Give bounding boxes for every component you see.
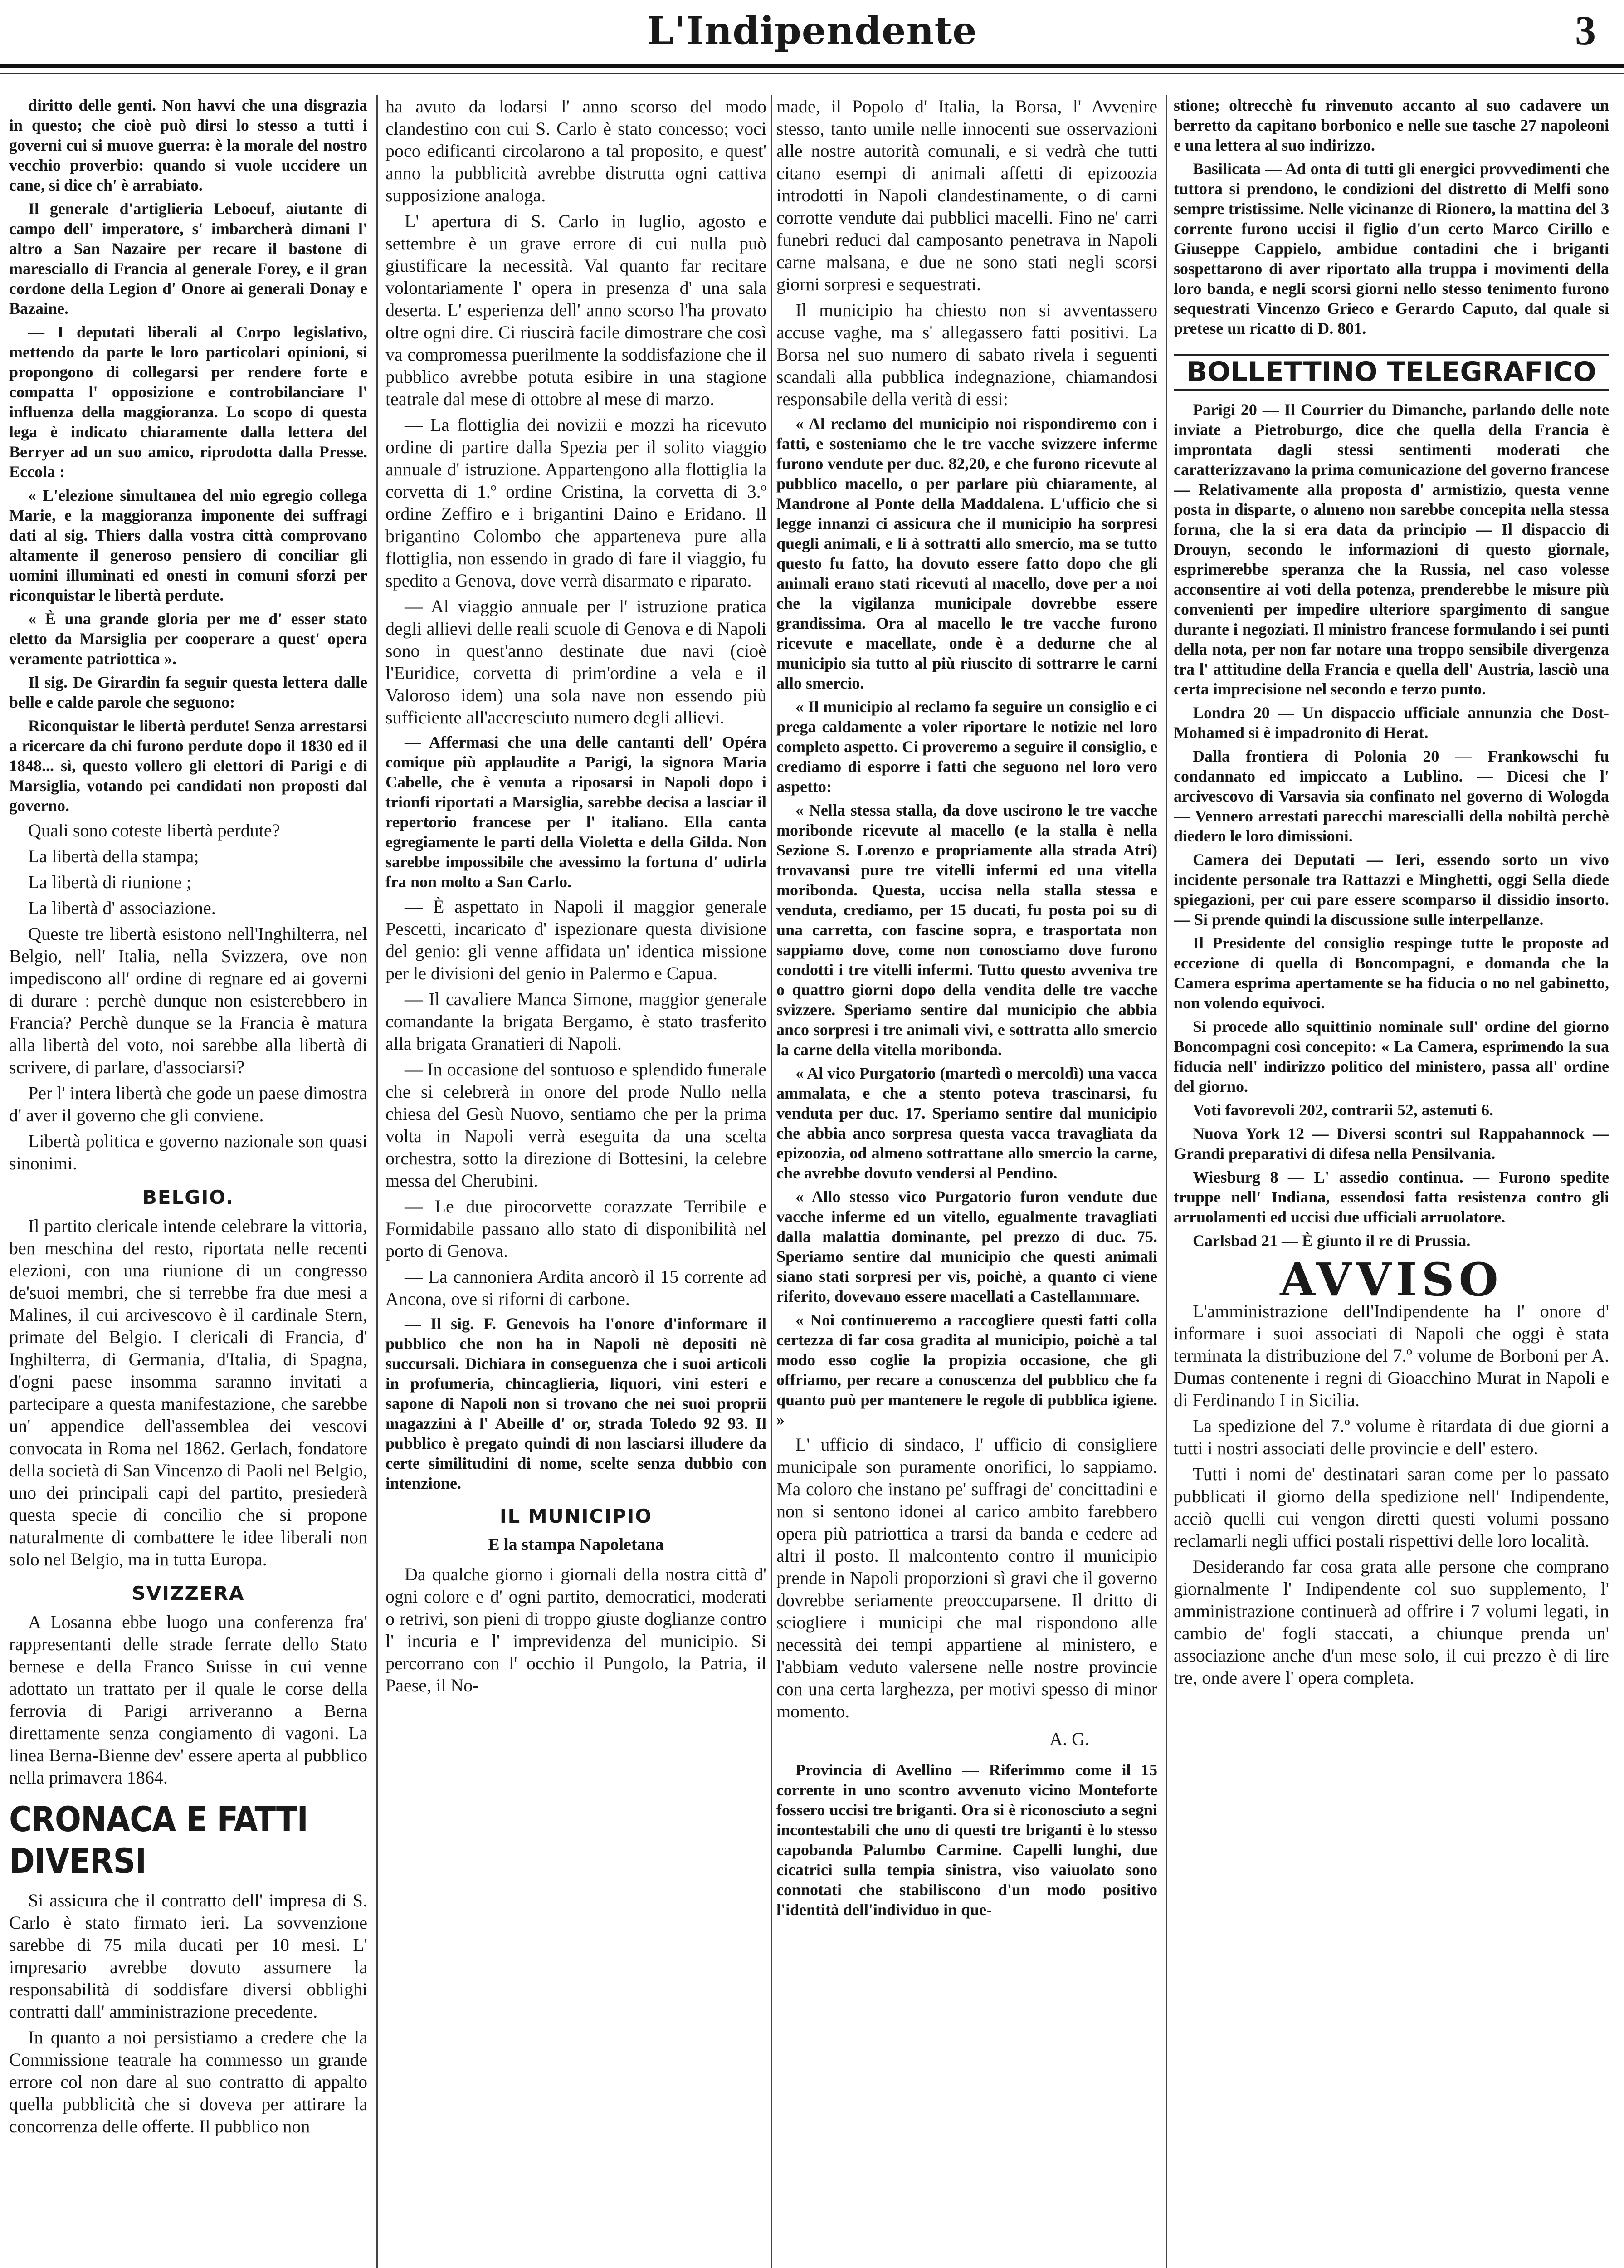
news-paragraph: « Al vico Purgatorio (martedì o mercoldì) una vacca ammalata, e che a stento poteva trascinarsi, fu venduta per duc. 17. Speriamo sentire dal municipio che abbia anco sorpresa questa vacca travagliata da epizoozia, od almeno sottrattane allo smercio la carne, che avrebbe dovuto vendersi al Pendino. [776, 1064, 1157, 1182]
newspaper-header [0, 0, 1624, 79]
section-heading: IL MUNICIPIO [499, 1505, 653, 1527]
article-paragraph: Il partito clericale intende celebrare la vittoria, ben meschina del resto, riportata nelle recenti elezioni, con una riunione di un congresso de'suoi membri, che si terrebbe fra due mesi a Malines, il cui arcivescovo è il cardinale Stern, primate del Belgio. I clericali di Francia, d' Inghilterra, di Germania, d'Italia, di Spagna, d'ogni paese insomma saranno invitati a partecipare a questa manifestazione, che sarebbe un' appendice dell'assemblea dei vescovi convocata in Roma nel 1862. Gerlach, fondatore della società di San Vincenzo di Paoli nel Belgio, uno dei principali capi del partito, presiederà questa specie di concilio che si propone naturalmente di combattere le idee liberali non solo nel Belgio, ma in tutta Europa. [9, 1216, 367, 1569]
page-number: 3 [1575, 7, 1596, 54]
chronicle-title: CRONACA E FATTI DIVERSI [9, 1799, 308, 1881]
news-paragraph: Il Presidente del consiglio respinge tutte le proposte ad eccezione di quella di Boncompagni, e domanda che la Camera esprima apertamente se ha fiducia o no nel gabinetto, non volendo equivoci. [1174, 934, 1609, 1012]
article-paragraph: A Losanna ebbe luogo una conferenza fra' rappresentanti delle strade ferrate dello Stato bernese e della Franco Suisse in cui venne adottato un trattato per il quale le corse della ferrovia di Parigi arriveranno a Berna direttamente senza congiamento di vagoni. La linea Berna-Bienne dev' essere aperta al pubblico nella primavera 1864. [9, 1612, 367, 1788]
column-divider [1166, 95, 1167, 2268]
article-paragraph: La libertà della stampa; [28, 846, 199, 866]
article-column-1 [9, 95, 367, 2268]
section-heading: BELGIO. [142, 1186, 234, 1208]
news-paragraph: diritto delle genti. Non havvi che una disgrazia in questo; che cioè può dirsi lo stesso a tutti i governi cui si muove guerra: è la morale del nostro vecchio proverbio: quando si vuole uccidere un cane, si dice ch' è arrabiato. [9, 96, 367, 194]
section-subheading: E la stampa Napoletana [488, 1535, 664, 1554]
news-paragraph: « È una grande gloria per me d' esser stato eletto da Marsiglia per cooperare a quest' opera veramente patriottica ». [9, 610, 367, 668]
news-paragraph: — Affermasi che una delle cantanti dell' Opéra comique più applaudite a Parigi, la signora Maria Cabelle, che è venuta a riposarsi in Napoli dopo i trionfi riportati a Marsiglia, sarebbe decisa a lasciar il repertorio francese per l' italiano. Ella canta egregiamente le parti della Violetta e della Gilda. Non sarebbe impossibile che avessimo la fortuna d' udirla fra non molto a San Carlo. [385, 733, 766, 891]
article-paragraph: — È aspettato in Napoli il maggior generale Pescetti, incaricato d' ispezionare questa divisione del genio: gli venne affidata un' identica missione per le divisioni del genio in Palermo e Capua. [385, 896, 766, 983]
news-paragraph: Dalla frontiera di Polonia 20 — Frankowschi fu condannato ed impiccato a Lublino. — Dicesi che l' arcivescovo di Varsavia sia confinato nel governo di Wologda — Vennero arrestati parecchi marescialli della nobiltà perchè diedero le loro dimissioni. [1174, 747, 1609, 845]
news-paragraph: Provincia di Avellino — Riferimmo come il 15 corrente in uno scontro avvenuto vicino Monteforte fossero uccisi tre briganti. Ora si è riconosciuto a segni incontestabili che uno di questi tre briganti è lo stesso capobanda Palumbo Carmine. Capelli lunghi, due cicatrici sulla tempia sinistra, viso vaiuolato sono connotati che stabiliscono d'un modo positivo l'identità dell'individuo in que- [776, 1761, 1157, 1919]
article-column-2 [385, 95, 766, 2268]
article-paragraph: La libertà d' associazione. [28, 898, 216, 918]
article-paragraph: — Al viaggio annuale per l' istruzione pratica degli allievi delle reali scuole di Genova e di Napoli sono in quest'anno destinate due navi (cioè l'Euridice, corvetta di prim'ordine a vela e il Valoroso idem) una sola nave non essendo più sufficiente all'accresciuto numero degli allievi. [385, 596, 766, 728]
masthead-title: L'Indipendente [647, 8, 977, 53]
article-paragraph: L' ufficio di sindaco, l' ufficio di consigliere municipale son puramente onorifici, lo sappiamo. Ma coloro che instano pe' suffragi de' concittadini e non si sentono idonei al carico ambito farebbero opera più patriottica a trarsi da banda e cedere ad altri il posto. Il malcontento contro il municipio prende in Napoli proporzioni sì gravi che il governo dovrebbe seriamente preoccuparsene. Il dritto di sciogliere i municipi che mal rispondono alle necessità dei tempi appartiene al ministero, e l'abbiam veduto valersene nelle nostre provincie con una certa larghezza, per motivi spesso di minor momento. [776, 1434, 1157, 1721]
article-paragraph: Quali sono coteste libertà perdute? [28, 820, 280, 841]
author-signature: A. G. [1049, 1729, 1089, 1749]
news-paragraph: Il generale d'artiglieria Leboeuf, aiutante di campo dell' imperatore, s' imbarcherà dimani l' altro a San Nazaire per recare il bastone di maresciallo di Francia al generale Forey, e il gran cordone della Legion d' Onore ai generali Donay e Bazaine. [9, 200, 367, 318]
news-paragraph: — I deputati liberali al Corpo legislativo, mettendo da parte le loro particolari opinioni, si propongono di collegarsi per rendere forte e compatta l' opposizione e controbilanciare l' influenza della maggioranza. Lo scopo di questa lega è indicato chiaramente dalla lettera del Berryer ad un suo amico, riprodotta dalla Presse. Eccola : [9, 323, 367, 481]
article-paragraph: L'amministrazione dell'Indipendente ha l' onore d' informare i suoi associati di Napoli che oggi è stata terminata la distribuzione del 7.º volume de Borboni per A. Dumas contenente i regni di Gioacchino Murat in Napoli e di Ferdinando I in Sicilia. [1174, 1301, 1609, 1410]
news-paragraph: « Noi continueremo a raccogliere questi fatti colla certezza di far cosa gradita al municipio, poichè a tal modo esso coglie la propizia occasione, che gli offriamo, per recare a conoscenza del pubblico che fa quanto può per mantenere le regole di pubblica igiene. » [776, 1311, 1157, 1429]
article-paragraph: L' apertura di S. Carlo in luglio, agosto e settembre è un grave errore di cui nulla può giustificare la necessità. Val quanto far recitare volontariamente l' opera in presenza d' una sala deserta. L' esperienza dell' anno scorso l'ha provato oltre ogni dire. Ci riuscirà facile dimostrare che così va compromessa puerilmente la soddisfazione che il pubblico avrebbe potuta esibire in una stagione teatrale dal mese di ottobre al mese di marzo. [385, 211, 766, 409]
news-paragraph: Londra 20 — Un dispaccio ufficiale annunzia che Dost-Mohamed si è impadronito di Herat. [1174, 704, 1609, 742]
news-paragraph: Si procede allo squittinio nominale sull' ordine del giorno Boncompagni così concepito: « La Camera, esprimendo la sua fiducia nell' indirizzo politico del ministero, passa all' ordine del giorno. [1174, 1017, 1609, 1095]
news-paragraph: — Il sig. F. Genevois ha l'onore d'informare il pubblico che non ha in Napoli nè depositi nè succursali. Dichiara in conseguenza che i suoi articoli in profumeria, chincaglieria, liquori, vini esteri e sapone di Napoli non si trovano che nei suoi proprii magazzini à l' Abeille d' or, strada Toledo 92 93. Il pubblico è pregato quindi di non lasciarsi illudere da certe similitudini di nome, scelte senza dubbio con intenzione. [385, 1315, 766, 1492]
news-paragraph: « Allo stesso vico Purgatorio furon vendute due vacche inferme ed un vitello, egualmente travagliati dalla malattia dominante, pel prezzo di duc. 75. Speriamo sentire dal municipio che questi animali siano stati sorpresi per vis, poichè, a quanto ci viene riferito, dovevano essere macellati a Castellammare. [776, 1188, 1157, 1305]
news-paragraph: « Nella stessa stalla, da dove uscirono le tre vacche moribonde ricevute al macello (e la stalla è nella Sezione S. Lorenzo e propriamente alla strada Atri) trovavansi pure tre vitelli infermi ed una vitella moribonda. Questa, uccisa nella stalla stessa e venduta, crediamo, per 15 ducati, fu posta poi su di una carretta, con fascine sopra, e trasportata non sappiamo dove, come non conosciamo dove furono condotti i tre vitelli infermi. Tutto questo avveniva tre o quattro giorni dopo della vendita delle tre vacche svizzere. Speriamo sentire dal municipio che abbia anco sorpresi i tre animali vivi, e sottratta allo smercio la carne della vitella moribonda. [776, 801, 1157, 1059]
article-paragraph: Queste tre libertà esistono nell'Inghilterra, nel Belgio, nell' Italia, nella Svizzera, ove non impediscono all' ordine di regnare ed ai governi di durare : perchè dunque non esisterebbero in Francia? Perchè dunque se la Francia è matura alla libertà del voto, noi sarebbe alla libertà di scrivere, di parlare, d'associarsi? [9, 924, 367, 1077]
article-paragraph: Tutti i nomi de' destinatari saran come per lo passato pubblicati il giorno della spedizione nell' Indipendente, acciò quelli cui vengon diretti questi volumi possano reclamarli negli uffici postali rispettivi delle loro località. [1174, 1464, 1609, 1551]
article-paragraph: Per l' intera libertà che gode un paese dimostra d' aver il governo che gli conviene. [9, 1083, 367, 1125]
article-paragraph-continued: ha avuto da lodarsi l' anno scorso del modo clandestino con cui S. Carlo è stato concesso; voci poco edificanti circolarono a tal proposito, e quest' anno la pubblicità avrebbe distrutta ogni cattiva supposizione analoga. [385, 96, 766, 205]
telegraph-bulletin-title: BOLLETTINO TELEGRAFICO [1174, 354, 1609, 391]
news-paragraph-continued: stione; oltrecchè fu rinvenuto accanto al suo cadavere un berretto da capitano borbonico e nelle sue tasche 27 napoleoni e una lettera al suo indirizzo. [1174, 96, 1609, 154]
header-rule [0, 64, 1624, 68]
article-paragraph: In quanto a noi persistiamo a credere che la Commissione teatrale ha commesso un grande errore col non dare al suo contratto di appalto quella pubblicità che si doveva per attirare la concorrenza delle offerte. Il pubblico non [9, 2027, 367, 2136]
news-paragraph: Il sig. De Girardin fa seguir questa lettera dalle belle e calde parole che seguono: [9, 673, 367, 711]
news-paragraph: Voti favorevoli 202, contrarii 52, astenuti 6. [1193, 1101, 1493, 1119]
article-paragraph: Il municipio ha chiesto non si avventassero accuse vaghe, ma s' allegassero fatti positivi. La Borsa nel suo numero di sabato rivela i seguenti scandali alla pubblica indegnazione, chiamandosi responsabile della verità di essi: [776, 300, 1157, 409]
news-paragraph: Basilicata — Ad onta di tutti gli energici provvedimenti che tuttora si prendono, le condizioni del distretto di Melfi sono sempre tristissime. Nelle vicinanze di Rionero, la mattina del 3 corrente furono uccisi il figlio d'un certo Marco Cirillo e Giuseppe Cappielo, ambidue contadini che i briganti sospettarono di aver riportato alla truppa i movimenti della loro banda, e negli scorsi giorni nello stesso tenimento furono sequestrati Vincenzo Grieco e Gerardo Caputo, dal quale si pretese un ricatto di D. 801. [1174, 160, 1609, 337]
news-paragraph: « Al reclamo del municipio noi rispondiremo con i fatti, e sosteniamo che le tre vacche svizzere inferme furono vendute per duc. 82,20, e che furono ricevute al pubblico macello, o per parlare più chiaramente, al Mandrone al Ponte della Maddalena. L'ufficio che si legge innanzi ci assicura che il municipio ha sorpresi quegli animali, e li à sottratti allo smercio, ma se tutto questo fu fatto, ha dovuto essere fatto dopo che gli animali erano stati ricevuti al macello, dove per a noi che la vigilanza municipale dovrebbe essere grandissima. Ora al macello le tre vacche furono ricevute e macellate, onde è a dedurne che al municipio sia tutto al più riuscito di sottrarre le carni allo smercio. [776, 415, 1157, 692]
article-paragraph: — Il cavaliere Manca Simone, maggior generale comandante la brigata Bergamo, è stato trasferito alla brigata Granatieri di Napoli. [385, 989, 766, 1054]
news-paragraph: Wiesburg 8 — L' assedio continua. — Furono spedite truppe nell' Indiana, essendosi fatta resistenza contro gli arruolamenti ed uccisi due ufficiali arruolatore. [1174, 1168, 1609, 1226]
news-paragraph: Nuova York 12 — Diversi scontri sul Rappahannock — Grandi preparativi di difesa nella Pensilvania. [1174, 1124, 1609, 1163]
news-paragraph: Carlsbad 21 — È giunto il re di Prussia. [1193, 1232, 1471, 1250]
article-paragraph: Libertà politica e governo nazionale son quasi sinonimi. [9, 1131, 367, 1173]
article-paragraph: Desiderando far cosa grata alle persone che comprano giornalmente l' Indipendente col suo supplemento, l' amministrazione continuerà ad offrire i 7 volumi legati, in cambio de' fogli staccati, a chiunque prenda un' associazione anche d'un mese solo, il cui prezzo è di lire tre, onde avere l' opera completa. [1174, 1556, 1609, 1688]
news-paragraph: « L'elezione simultanea del mio egregio collega Marie, e la maggioranza imponente dei suffragi dati al sig. Thiers dalla vostra città comprovano altamente il generoso pensiero di conciliar gli uomini illuminati ed onesti in comuni sforzi per riconquistar le libertà perdute. [9, 486, 367, 604]
article-paragraph: — La flottiglia dei novizii e mozzi ha ricevuto ordine di partire dalla Spezia per il solito viaggio annuale d' istruzione. Appartengono alla flottiglia la corvetta di 1.º ordine Cristina, la corvetta di 3.º ordine Zeffiro e i brigantini Daino e Eridano. Il brigantino Colombo che apparteneva pure alla flottiglia, non essendo in grado di fare il viaggio, fu spedito a Genova, dove verrà disarmato e riparato. [385, 415, 766, 591]
article-paragraph-continued: made, il Popolo d' Italia, la Borsa, l' Avvenire stesso, tanto umile nelle innocenti sue osservazioni alle nostre autorità comunali, e si vedrà che tutti citano esempi di animali affetti di epizoozia introdotti in Napoli clandestinamente, o di carni corrotte vendute dai pubblici macelli. Fino ne' carri funebri reduci dal camposanto penetrava in Napoli carne malsana, e due ne sono stati negli scorsi giorni sorpresi e sequestrati. [776, 96, 1157, 294]
article-paragraph: — In occasione del sontuoso e splendido funerale che si celebrerà in onore del prode Nullo nella chiesa del Gesù Nuovo, sentiamo che per la prima volta in Napoli verrà eseguita da una scelta orchestra, sotto la direzione di Bottesini, la celebre messa del Cherubini. [385, 1059, 766, 1191]
column-divider [376, 95, 378, 2268]
article-column-3 [776, 95, 1157, 2268]
news-paragraph: Camera dei Deputati — Ieri, essendo sorto un vivo incidente personale tra Rattazzi e Minghetti, oggi Sella diede spiegazioni, per cui pare essere scomparso il dissidio insorto. — Si prende quindi la discussione sulle interpellanze. [1174, 850, 1609, 929]
section-heading: SVIZZERA [132, 1582, 245, 1604]
news-paragraph: « Il municipio al reclamo fa seguire un consiglio e ci prega caldamente a voler riportare le notizie nel loro completo aspetto. Ci proveremo a seguire il consiglio, e crediamo di esporre i fatti che seguono nel loro vero aspetto: [776, 698, 1157, 796]
article-paragraph: — La cannoniera Ardita ancorò il 15 corrente ad Ancona, ove si riforni di carbone. [385, 1266, 766, 1309]
column-divider [771, 95, 772, 2268]
article-column-4 [1174, 95, 1609, 2268]
article-paragraph: Da qualche giorno i giornali della nostra città d' ogni colore e d' ogni partito, democratici, moderati o retrivi, son pieni di troppo giuste doglianze contro l' incuria e l' imprevidenza del municipio. Si percorrano con l' occhio il Pungolo, la Patria, il Paese, il No- [385, 1564, 766, 1696]
notice-title: AVVISO [1280, 1253, 1503, 1306]
news-paragraph: Riconquistar le libertà perdute! Senza arrestarsi a ricercare da chi furono perdute dopo il 1830 ed il 1848... sì, questo vollero gli elettori di Parigi e di Marsiglia, votando pei candidati non proposti dal governo. [9, 717, 367, 815]
article-paragraph: Si assicura che il contratto dell' impresa di S. Carlo è stato firmato ieri. La sovvenzione sarebbe di 75 mila ducati per 10 mesi. L' impresario avrebbe dovuto assumere la responsabilità di soddisfare diversi obblighi contratti dall' amministrazione precedente. [9, 1890, 367, 2022]
article-paragraph: La spedizione del 7.º volume è ritardata di due giorni a tutti i nostri associati delle provincie e dell' estero. [1174, 1416, 1609, 1458]
article-paragraph: — Le due pirocorvette corazzate Terribile e Formidabile passano allo stato di disponibilità nel porto di Genova. [385, 1196, 766, 1261]
article-paragraph: La libertà di riunione ; [28, 872, 191, 892]
news-paragraph: Parigi 20 — Il Courrier du Dimanche, parlando delle note inviate a Pietroburgo, dice che quella della Francia è improntata dagli stessi sentimenti moderati che caratterizzavano la prima comunicazione del governo francese — Relativamente alla proposta d' armistizio, questa venne posta in disparte, o almeno non sarebbe concepita nella stessa forma, che la si era data da principio — Il dispaccio di Drouyn, secondo le informazioni di questo giornale, esprimerebbe speranza che la Russia, nel caso volesse acconsentire ai voti della potenza, prenderebbe le misure più convenienti per impedire ulteriore spargimento di sangue durante i negoziati. Il ministro francese formulando i sei punti della nota, per non far notare una troppo sensibile divergenza tra l' attitudine della Francia e quella dell' Austria, lasciò una certa imprecisione nel secondo e terzo punto. [1174, 401, 1609, 698]
header-rule-thin [0, 73, 1624, 74]
